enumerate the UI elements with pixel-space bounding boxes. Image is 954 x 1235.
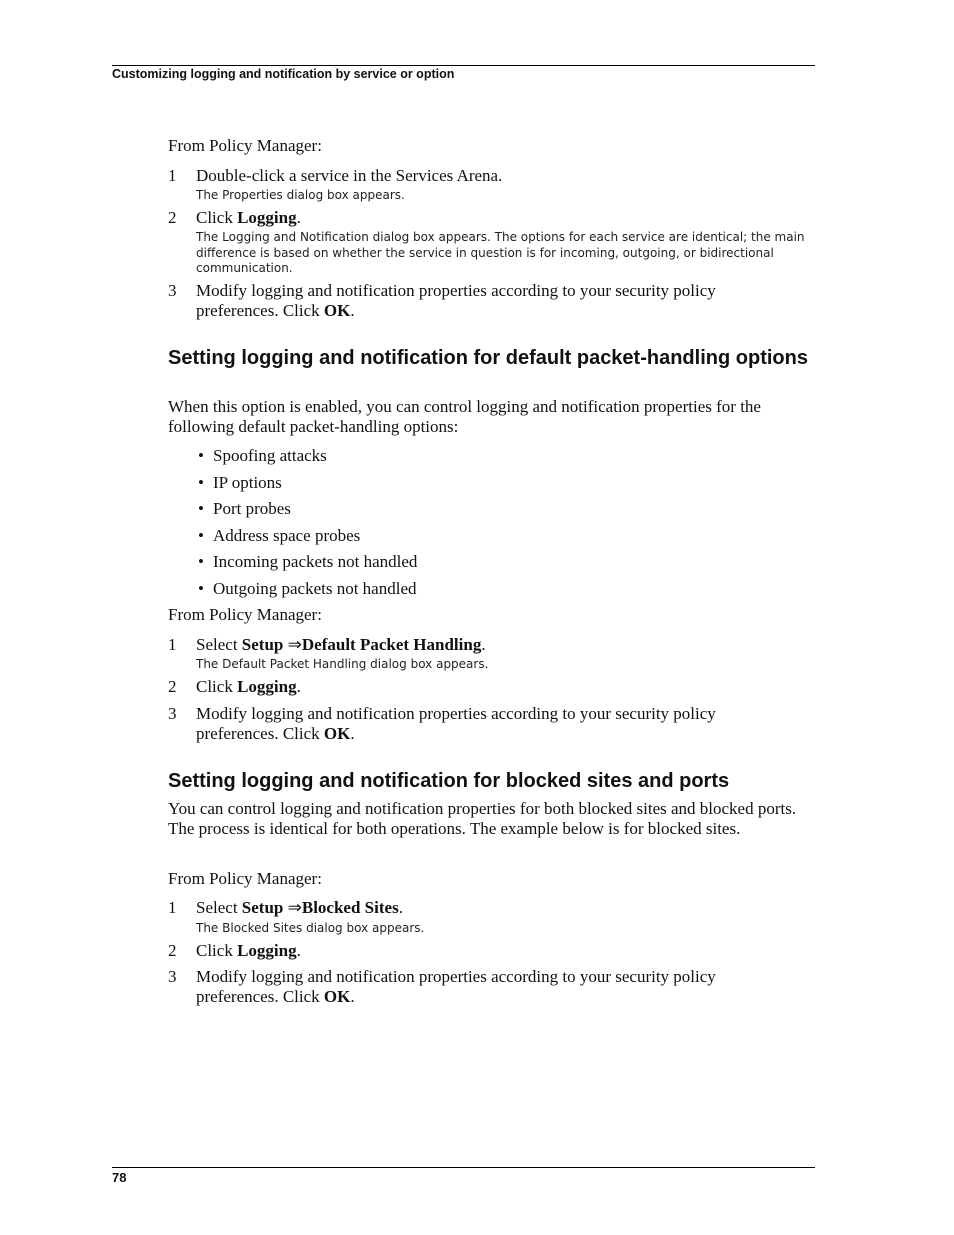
step-number: 2 bbox=[168, 941, 177, 960]
step-text: Select Setup ⇒Default Packet Handling. bbox=[196, 635, 486, 654]
step-number: 3 bbox=[168, 967, 177, 986]
step-item bbox=[168, 677, 818, 697]
running-header: Customizing logging and notification by service or option bbox=[112, 67, 455, 81]
step-number: 1 bbox=[168, 635, 177, 654]
step-text: Double-click a service in the Services Arena. bbox=[196, 166, 503, 185]
step-item bbox=[168, 166, 818, 186]
step-text: Select Setup ⇒Blocked Sites. bbox=[196, 898, 403, 917]
list-item: • Incoming packets not handled bbox=[198, 552, 418, 571]
step-text: Modify logging and notification properties according to your security policy preferences. Click OK. bbox=[196, 704, 716, 743]
page-number: 78 bbox=[112, 1170, 127, 1185]
step-item bbox=[168, 704, 818, 744]
step-item bbox=[168, 967, 818, 1007]
section-heading: Setting logging and notification for default packet-handling options bbox=[168, 347, 808, 369]
body-paragraph: You can control logging and notification properties for both blocked sites and blocked ports. The process is identical for both operations. The example below is for blocked sites. bbox=[168, 799, 797, 838]
step-note: The Blocked Sites dialog box appears. bbox=[196, 921, 425, 935]
intro-text: From Policy Manager: bbox=[168, 605, 322, 624]
arrow-icon: ⇒ bbox=[287, 898, 302, 917]
intro-text: From Policy Manager: bbox=[168, 136, 322, 155]
step-text: Click Logging. bbox=[196, 677, 301, 696]
header-rule bbox=[112, 65, 815, 66]
step-item bbox=[168, 898, 818, 918]
footer-rule bbox=[112, 1167, 815, 1168]
step-number: 3 bbox=[168, 281, 177, 300]
intro-text: From Policy Manager: bbox=[168, 869, 322, 888]
list-item: • Address space probes bbox=[198, 526, 361, 545]
list-item: • Spoofing attacks bbox=[198, 446, 327, 465]
step-note: The Default Packet Handling dialog box appears. bbox=[196, 657, 489, 671]
step-number: 3 bbox=[168, 704, 177, 723]
step-note: The Logging and Notification dialog box appears. The options for each service are identical; the main difference is based on whether the service in question is for incoming, outgoing, or bidirectional communication. bbox=[196, 230, 805, 275]
arrow-icon: ⇒ bbox=[287, 635, 302, 654]
step-number: 2 bbox=[168, 208, 177, 227]
step-item bbox=[168, 635, 818, 655]
list-item: • Port probes bbox=[198, 499, 291, 518]
step-note: The Properties dialog box appears. bbox=[196, 188, 405, 202]
step-item bbox=[168, 941, 818, 961]
step-number: 1 bbox=[168, 166, 177, 185]
step-item bbox=[168, 208, 818, 228]
list-item: • Outgoing packets not handled bbox=[198, 579, 417, 598]
step-number: 2 bbox=[168, 677, 177, 696]
list-item: • IP options bbox=[198, 473, 282, 492]
section-heading: Setting logging and notification for blocked sites and ports bbox=[168, 770, 730, 792]
body-paragraph: When this option is enabled, you can control logging and notification properties for the following default packet-handling options: bbox=[168, 397, 761, 436]
step-text: Click Logging. bbox=[196, 941, 301, 960]
step-item bbox=[168, 281, 818, 321]
step-text: Click Logging. bbox=[196, 208, 301, 227]
step-text: Modify logging and notification properties according to your security policy preferences. Click OK. bbox=[196, 281, 716, 320]
step-number: 1 bbox=[168, 898, 177, 917]
step-text: Modify logging and notification properties according to your security policy preferences. Click OK. bbox=[196, 967, 716, 1006]
